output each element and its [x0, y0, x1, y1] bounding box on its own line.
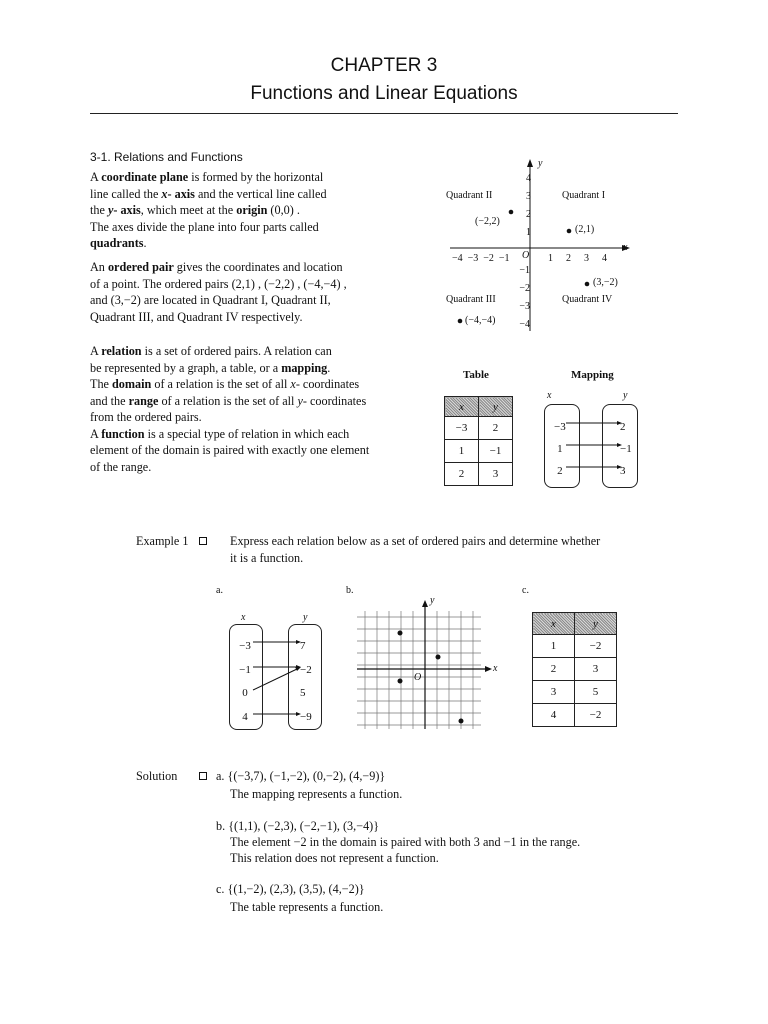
- x-tick-2: 2: [566, 253, 571, 264]
- paragraph-ordered-pair: An ordered pair gives the coordinates and location of a point. The ordered pairs (2,1) , (−2,2) , (−4,−4) , and (3,−2) are located in Quadrant I, Quadrant II, Quadrant III, and Quadrant IV respectively.: [90, 260, 347, 324]
- point-2-1: [567, 229, 572, 234]
- solution-a: a. {(−3,7), (−1,−2), (0,−2), (4,−9)}: [216, 769, 386, 783]
- example-text: Express each relation below as a set of ordered pairs and determine whether it is a function.: [230, 534, 601, 565]
- section-title: 3-1. Relations and Functions: [90, 150, 243, 164]
- label-2-1: (2,1): [575, 224, 595, 235]
- table-c-header-x: x: [533, 613, 575, 635]
- origin-label: O: [522, 250, 530, 261]
- mapping-x-label: x: [547, 390, 552, 401]
- table-row: 1 −1: [445, 440, 513, 463]
- quadrant-i-label: Quadrant I: [562, 190, 606, 201]
- mapping-range-values: 2 −1 3: [620, 421, 632, 477]
- point-neg4-neg4: [458, 319, 463, 324]
- label-3-neg2: (3,−2): [593, 277, 618, 288]
- y-axis-arrow: [527, 159, 533, 167]
- table-row: 1 −2: [533, 635, 617, 658]
- quadrant-graph: [440, 155, 640, 335]
- chapter-title: Functions and Linear Equations: [250, 83, 518, 104]
- table-row: 4 −2: [533, 704, 617, 727]
- mapping-figure-title: Mapping: [571, 369, 614, 381]
- x-tick-4: 4: [602, 253, 607, 264]
- grid-b: [355, 595, 505, 735]
- quadrant-iv-label: Quadrant IV: [562, 294, 613, 305]
- table-header-y: y: [479, 397, 513, 417]
- solution-c: c. {(1,−2), (2,3), (3,5), (4,−2)}: [216, 882, 365, 896]
- bullet-square-icon: [199, 537, 207, 545]
- table-c: [532, 612, 617, 727]
- x-axis-label: x: [623, 242, 628, 253]
- point-neg2-2: [509, 210, 514, 215]
- solution-b-note-1: The element −2 in the domain is paired with both 3 and −1 in the range.: [230, 835, 581, 849]
- chapter-number: CHAPTER 3: [330, 55, 438, 76]
- relation-table: [444, 396, 513, 486]
- part-c-label: c.: [522, 585, 529, 596]
- solution-c-note: The table represents a function.: [230, 900, 384, 914]
- solution-b: b. {(1,1), (−2,3), (−2,−1), (3,−4)}: [216, 819, 380, 833]
- map-a-range-values: 7 −2 5 −9: [300, 640, 312, 723]
- table-row: 2 3: [533, 658, 617, 681]
- table-row: 2 3: [445, 463, 513, 486]
- quadrant-iii-label: Quadrant III: [446, 294, 496, 305]
- map-a-domain-values: −3 −1 0 4: [239, 640, 251, 723]
- paragraph-relation: A relation is a set of ordered pairs. A relation can be represented by a graph, a table, or a mapping. The domain of a relation is the set of all x- coordinates and the range of a relation is the set of all y- coordinates from the ordered pairs. A function is a special type of relation in which each element of the domain is paired with exactly one element of the range.: [90, 344, 370, 474]
- grid-b-x-label: x: [493, 663, 498, 674]
- x-ticks-negative: −4 −3 −2 −1: [452, 253, 510, 264]
- y-ticks-positive: 4 3 2 1: [526, 173, 531, 238]
- paragraph-coordinate-plane: A coordinate plane is formed by the horizontal line called the x- axis and the vertical line called the y- axis, which meet at the origin (0,0) . The axes divide the plane into four parts called quadrants.: [90, 170, 327, 250]
- label-neg4-neg4: (−4,−4): [465, 315, 496, 326]
- solution-b-note-2: This relation does not represent a function.: [230, 851, 439, 865]
- mapping-y-label: y: [623, 390, 628, 401]
- label-neg2-2: (−2,2): [475, 216, 500, 227]
- grid-b-point-neg2-3: [398, 631, 403, 636]
- part-b-label: b.: [346, 585, 354, 596]
- mapping-domain-values: −3 1 2: [554, 421, 566, 477]
- y-ticks-negative: −1 −2 −3 −4: [519, 265, 530, 330]
- point-3-neg2: [585, 282, 590, 287]
- y-axis-label: y: [538, 158, 543, 169]
- example-label: Example 1: [136, 534, 189, 548]
- table-figure-title: Table: [463, 369, 489, 381]
- grid-b-point-neg2-neg1: [398, 679, 403, 684]
- quadrant-ii-label: Quadrant II: [446, 190, 493, 201]
- map-a-y-label: y: [303, 612, 308, 623]
- table-row: 3 5: [533, 681, 617, 704]
- x-tick-3: 3: [584, 253, 589, 264]
- map-a-x-label: x: [241, 612, 246, 623]
- grid-b-point-1-1: [436, 655, 441, 660]
- x-tick-1: 1: [548, 253, 553, 264]
- grid-b-origin-label: O: [414, 672, 422, 683]
- header-rule: [90, 113, 678, 114]
- grid-b-point-3-neg4: [459, 719, 464, 724]
- solution-bullet-square-icon: [199, 772, 207, 780]
- part-a-label: a.: [216, 585, 223, 596]
- grid-b-y-label: y: [430, 595, 435, 606]
- table-c-header-y: y: [575, 613, 617, 635]
- table-header-x: x: [445, 397, 479, 417]
- solution-a-note: The mapping represents a function.: [230, 787, 403, 801]
- table-row: −3 2: [445, 417, 513, 440]
- solution-label: Solution: [136, 769, 178, 783]
